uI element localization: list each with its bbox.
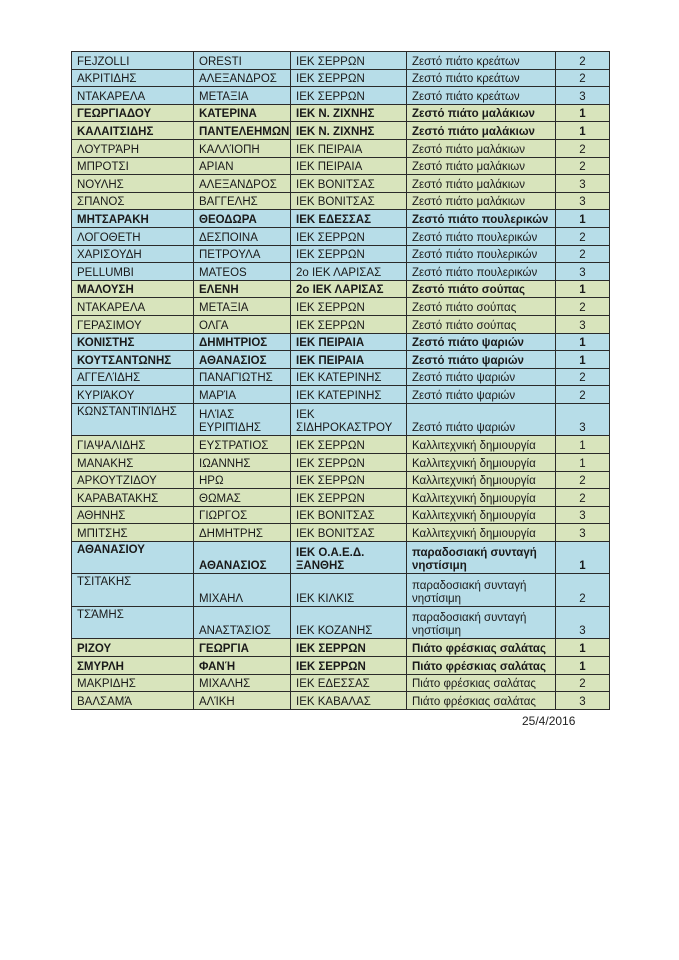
table-row — [72, 298, 610, 316]
cell-last-name: ΜΑΚΡΙΔΗΣ — [72, 674, 194, 692]
cell-school: ΙΕΚ ΣΕΡΡΩΝ — [291, 639, 407, 657]
cell-first-name: ΕΛΕΝΗ — [194, 280, 291, 298]
cell-rank: 2 — [556, 139, 610, 157]
cell-school: ΙΕΚ Ν. ΖΙΧΝΗΣ — [291, 122, 407, 140]
cell-category: Ζεστό πιάτο πουλερικών — [407, 227, 556, 245]
table-row — [72, 386, 610, 404]
cell-first-name: ΜΑΡΊΑ — [194, 386, 291, 404]
cell-first-name: ΜΙΧΑΛΗΣ — [194, 674, 291, 692]
cell-school: ΙΕΚ ΣΕΡΡΩΝ — [291, 436, 407, 454]
cell-school: ΙΕΚ ΣΕΡΡΩΝ — [291, 69, 407, 87]
table-row — [72, 574, 610, 607]
cell-rank: 3 — [556, 524, 610, 542]
table-row — [72, 657, 610, 675]
cell-last-name: ΝΟΥΛΗΣ — [72, 175, 194, 193]
cell-rank: 1 — [556, 351, 610, 369]
cell-school: ΙΕΚ ΠΕΙΡΑΙΑ — [291, 351, 407, 369]
cell-last-name: PELLUMBI — [72, 263, 194, 281]
cell-last-name: FEJZOLLI — [72, 52, 194, 70]
table-row — [72, 69, 610, 87]
cell-school: ΙΕΚ ΣΕΡΡΩΝ — [291, 52, 407, 70]
cell-first-name: ΓΙΩΡΓΟΣ — [194, 506, 291, 524]
cell-last-name: ΓΙΑΨΑΛΙΔΗΣ — [72, 436, 194, 454]
cell-last-name: ΣΠΑΝΟΣ — [72, 192, 194, 210]
cell-school: ΙΕΚ ΣΕΡΡΩΝ — [291, 315, 407, 333]
cell-school: ΙΕΚ ΚΑΤΕΡΙΝΗΣ — [291, 368, 407, 386]
cell-category: Ζεστό πιάτο σούπας — [407, 298, 556, 316]
cell-rank: 2 — [556, 674, 610, 692]
cell-first-name: ΑΛΕΞΑΝΔΡΟΣ — [194, 175, 291, 193]
table-row — [72, 674, 610, 692]
cell-rank: 1 — [556, 639, 610, 657]
cell-rank: 2 — [556, 245, 610, 263]
cell-first-name: ΗΛΊΑΣ ΕΥΡΙΠΊΔΗΣ — [194, 403, 291, 436]
cell-first-name: ΙΩΑΝΝΗΣ — [194, 453, 291, 471]
cell-last-name: ΜΑΝΑΚΗΣ — [72, 453, 194, 471]
cell-rank: 2 — [556, 471, 610, 489]
cell-first-name: ΦΑΝΉ — [194, 657, 291, 675]
cell-category: Ζεστό πιάτο μαλάκιων — [407, 122, 556, 140]
results-table-body — [72, 52, 610, 710]
cell-last-name: ΑΡΚΟΥΤΖΙΔΟΥ — [72, 471, 194, 489]
cell-category: Ζεστό πιάτο κρεάτων — [407, 52, 556, 70]
table-row — [72, 315, 610, 333]
cell-first-name: ΚΑΛΛΊΟΠΗ — [194, 139, 291, 157]
cell-last-name: ΑΘΑΝΑΣΙΟΥ — [72, 541, 194, 574]
table-row — [72, 506, 610, 524]
cell-school: ΙΕΚ ΒΟΝΙΤΣΑΣ — [291, 175, 407, 193]
cell-category: Καλλιτεχνική δημιουργία — [407, 471, 556, 489]
cell-first-name: ΑΘΑΝΑΣΙΟΣ — [194, 351, 291, 369]
table-row — [72, 263, 610, 281]
cell-category: Ζεστό πιάτο κρεάτων — [407, 87, 556, 105]
cell-first-name: ΘΩΜΑΣ — [194, 489, 291, 507]
results-table — [71, 51, 610, 710]
cell-first-name: ΟΛΓΑ — [194, 315, 291, 333]
cell-rank: 1 — [556, 210, 610, 228]
cell-rank: 3 — [556, 315, 610, 333]
cell-school: ΙΕΚ ΣΕΡΡΩΝ — [291, 453, 407, 471]
cell-rank: 2 — [556, 386, 610, 404]
cell-last-name: ΚΑΡΑΒΑΤΑΚΗΣ — [72, 489, 194, 507]
table-row — [72, 192, 610, 210]
table-row — [72, 333, 610, 351]
cell-rank: 3 — [556, 506, 610, 524]
cell-last-name: ΑΓΓΕΛΊΔΗΣ — [72, 368, 194, 386]
cell-rank: 1 — [556, 333, 610, 351]
cell-category: Ζεστό πιάτο ψαριών — [407, 351, 556, 369]
cell-category: Ζεστό πιάτο ψαριών — [407, 403, 556, 436]
cell-category: παραδοσιακή συνταγή νηστίσιμη — [407, 606, 556, 639]
cell-school: ΙΕΚ ΕΔΕΣΣΑΣ — [291, 210, 407, 228]
cell-category: Πιάτο φρέσκιας σαλάτας — [407, 692, 556, 710]
table-row — [72, 368, 610, 386]
table-row — [72, 489, 610, 507]
cell-last-name: ΓΕΩΡΓΙΑΔΟΥ — [72, 104, 194, 122]
table-row — [72, 122, 610, 140]
table-row — [72, 541, 610, 574]
table-row — [72, 175, 610, 193]
cell-school: ΙΕΚ ΒΟΝΙΤΣΑΣ — [291, 192, 407, 210]
table-row — [72, 52, 610, 70]
cell-school: ΙΕΚ ΠΕΙΡΑΙΑ — [291, 333, 407, 351]
table-row — [72, 104, 610, 122]
cell-school: ΙΕΚ ΒΟΝΙΤΣΑΣ — [291, 506, 407, 524]
cell-category: Καλλιτεχνική δημιουργία — [407, 506, 556, 524]
cell-school: ΙΕΚ ΣΕΡΡΩΝ — [291, 245, 407, 263]
document-date: 25/4/2016 — [522, 714, 576, 728]
table-row — [72, 403, 610, 436]
cell-first-name: ΑΘΑΝΑΣΙΟΣ — [194, 541, 291, 574]
cell-category: Καλλιτεχνική δημιουργία — [407, 453, 556, 471]
cell-first-name: MATEOS — [194, 263, 291, 281]
cell-first-name: ΠΕΤΡΟΥΛΑ — [194, 245, 291, 263]
cell-school: ΙΕΚ ΚΑΒΑΛΑΣ — [291, 692, 407, 710]
cell-school: ΙΕΚ ΚΟΖΑΝΗΣ — [291, 606, 407, 639]
cell-first-name: ΑΛΕΞΑΝΔΡΟΣ — [194, 69, 291, 87]
cell-category: Ζεστό πιάτο ψαριών — [407, 333, 556, 351]
cell-school: ΙΕΚ ΚΑΤΕΡΙΝΗΣ — [291, 386, 407, 404]
cell-school: ΙΕΚ ΠΕΙΡΑΙΑ — [291, 139, 407, 157]
cell-category: Ζεστό πιάτο μαλάκιων — [407, 175, 556, 193]
cell-rank: 3 — [556, 403, 610, 436]
cell-rank: 2 — [556, 574, 610, 607]
cell-last-name: ΓΕΡΑΣΙΜΟΥ — [72, 315, 194, 333]
table-row — [72, 692, 610, 710]
table-row — [72, 280, 610, 298]
cell-rank: 2 — [556, 298, 610, 316]
cell-school: ΙΕΚ ΣΕΡΡΩΝ — [291, 657, 407, 675]
cell-school: ΙΕΚ ΕΔΕΣΣΑΣ — [291, 674, 407, 692]
cell-last-name: ΚΟΥΤΣΑΝΤΩΝΗΣ — [72, 351, 194, 369]
cell-school: ΙΕΚ ΣΕΡΡΩΝ — [291, 298, 407, 316]
cell-rank: 1 — [556, 541, 610, 574]
table-row — [72, 453, 610, 471]
cell-category: Καλλιτεχνική δημιουργία — [407, 489, 556, 507]
cell-last-name: ΤΣΆΜΗΣ — [72, 606, 194, 639]
cell-last-name: ΤΣΙΤΑΚΗΣ — [72, 574, 194, 607]
cell-first-name: ΑΝΑΣΤΆΣΙΟΣ — [194, 606, 291, 639]
cell-rank: 1 — [556, 436, 610, 454]
table-row — [72, 210, 610, 228]
cell-category: Πιάτο φρέσκιας σαλάτας — [407, 674, 556, 692]
cell-last-name: ΧΑΡΙΣΟΥΔΗ — [72, 245, 194, 263]
cell-first-name: ΑΡΙΑΝ — [194, 157, 291, 175]
cell-category: Ζεστό πιάτο ψαριών — [407, 386, 556, 404]
cell-school: ΙΕΚ ΣΙΔΗΡΟΚΑΣΤΡΟΥ — [291, 403, 407, 436]
cell-last-name: ΡΙΖΟΥ — [72, 639, 194, 657]
cell-first-name: ΜΙΧΑΗΛ — [194, 574, 291, 607]
cell-rank: 3 — [556, 192, 610, 210]
cell-rank: 2 — [556, 69, 610, 87]
cell-last-name: ΛΟΥΤΡΆΡΗ — [72, 139, 194, 157]
cell-school: ΙΕΚ ΠΕΙΡΑΙΑ — [291, 157, 407, 175]
cell-first-name: ΠΑΝΑΓΊΩΤΗΣ — [194, 368, 291, 386]
cell-last-name: ΜΗΤΣΑΡΑΚΗ — [72, 210, 194, 228]
cell-category: Ζεστό πιάτο μαλάκιων — [407, 192, 556, 210]
cell-school: ΙΕΚ Ο.Α.Ε.Δ. ΞΑΝΘΗΣ — [291, 541, 407, 574]
cell-school: ΙΕΚ ΒΟΝΙΤΣΑΣ — [291, 524, 407, 542]
cell-last-name: ΚΟΝΙΣΤΗΣ — [72, 333, 194, 351]
table-row — [72, 639, 610, 657]
table-row — [72, 245, 610, 263]
cell-category: Ζεστό πιάτο κρεάτων — [407, 69, 556, 87]
cell-rank: 3 — [556, 606, 610, 639]
cell-category: παραδοσιακή συνταγή νηστίσιμη — [407, 574, 556, 607]
cell-rank: 2 — [556, 52, 610, 70]
table-row — [72, 436, 610, 454]
cell-last-name: ΝΤΑΚΑΡΕΛΑ — [72, 87, 194, 105]
cell-last-name: ΑΚΡΙΤΙΔΗΣ — [72, 69, 194, 87]
cell-last-name: ΚΥΡΙΆΚΟΥ — [72, 386, 194, 404]
cell-school: ΙΕΚ ΣΕΡΡΩΝ — [291, 489, 407, 507]
cell-school: 2ο ΙΕΚ ΛΑΡΙΣΑΣ — [291, 280, 407, 298]
cell-rank: 2 — [556, 489, 610, 507]
cell-first-name: ΔΕΣΠΟΙΝΑ — [194, 227, 291, 245]
cell-last-name: ΒΑΛΣΑΜΆ — [72, 692, 194, 710]
cell-rank: 3 — [556, 692, 610, 710]
cell-first-name: ΓΕΩΡΓΙΑ — [194, 639, 291, 657]
table-row — [72, 606, 610, 639]
table-row — [72, 471, 610, 489]
cell-first-name: ΗΡΩ — [194, 471, 291, 489]
cell-first-name: ΒΑΓΓΕΛΗΣ — [194, 192, 291, 210]
cell-category: Ζεστό πιάτο σούπας — [407, 280, 556, 298]
cell-category: Πιάτο φρέσκιας σαλάτας — [407, 657, 556, 675]
cell-last-name: ΚΑΛΑΙΤΣΙΔΗΣ — [72, 122, 194, 140]
cell-rank: 3 — [556, 87, 610, 105]
cell-last-name: ΚΩΝΣΤΑΝΤΙΝΊΔΗΣ — [72, 403, 194, 436]
cell-last-name: ΝΤΑΚΑΡΕΛΑ — [72, 298, 194, 316]
cell-last-name: ΛΟΓΟΘΕΤΗ — [72, 227, 194, 245]
cell-category: Ζεστό πιάτο πουλερικών — [407, 245, 556, 263]
cell-category: Ζεστό πιάτο σούπας — [407, 315, 556, 333]
cell-rank: 2 — [556, 227, 610, 245]
cell-school: ΙΕΚ ΣΕΡΡΩΝ — [291, 227, 407, 245]
cell-category: Ζεστό πιάτο μαλάκιων — [407, 139, 556, 157]
cell-category: Καλλιτεχνική δημιουργία — [407, 436, 556, 454]
cell-rank: 1 — [556, 104, 610, 122]
cell-first-name: ΕΥΣΤΡΑΤΙΟΣ — [194, 436, 291, 454]
cell-first-name: ΑΛΊΚΗ — [194, 692, 291, 710]
cell-rank: 1 — [556, 280, 610, 298]
cell-last-name: ΑΘΗΝΗΣ — [72, 506, 194, 524]
cell-category: Πιάτο φρέσκιας σαλάτας — [407, 639, 556, 657]
cell-rank: 1 — [556, 122, 610, 140]
cell-school: ΙΕΚ ΚΙΛΚΙΣ — [291, 574, 407, 607]
cell-first-name: ORESTI — [194, 52, 291, 70]
cell-category: Ζεστό πιάτο ψαριών — [407, 368, 556, 386]
table-row — [72, 139, 610, 157]
table-row — [72, 351, 610, 369]
table-row — [72, 524, 610, 542]
cell-category: Ζεστό πιάτο πουλερικών — [407, 263, 556, 281]
cell-first-name: ΔΗΜΗΤΡΙΟΣ — [194, 333, 291, 351]
cell-last-name: ΣΜΥΡΛΗ — [72, 657, 194, 675]
table-row — [72, 87, 610, 105]
cell-rank: 3 — [556, 175, 610, 193]
cell-school: ΙΕΚ Ν. ΖΙΧΝΗΣ — [291, 104, 407, 122]
table-row — [72, 227, 610, 245]
cell-category: Ζεστό πιάτο πουλερικών — [407, 210, 556, 228]
cell-last-name: ΜΑΛΟΥΣΗ — [72, 280, 194, 298]
cell-school: 2ο ΙΕΚ ΛΑΡΙΣΑΣ — [291, 263, 407, 281]
cell-category: παραδοσιακή συνταγή νηστίσιμη — [407, 541, 556, 574]
cell-category: Ζεστό πιάτο μαλάκιων — [407, 104, 556, 122]
cell-school: ΙΕΚ ΣΕΡΡΩΝ — [291, 471, 407, 489]
table-row — [72, 157, 610, 175]
cell-first-name: ΘΕΟΔΩΡΑ — [194, 210, 291, 228]
cell-first-name: ΚΑΤΕΡΙΝΑ — [194, 104, 291, 122]
cell-first-name: ΔΗΜΗΤΡΗΣ — [194, 524, 291, 542]
cell-school: ΙΕΚ ΣΕΡΡΩΝ — [291, 87, 407, 105]
cell-last-name: ΜΠΡΟΤΣΙ — [72, 157, 194, 175]
cell-first-name: ΜΕΤΑΞΙΑ — [194, 87, 291, 105]
cell-rank: 1 — [556, 657, 610, 675]
cell-rank: 2 — [556, 157, 610, 175]
cell-first-name: ΜΕΤΑΞΙΑ — [194, 298, 291, 316]
cell-category: Ζεστό πιάτο μαλάκιων — [407, 157, 556, 175]
cell-rank: 2 — [556, 368, 610, 386]
cell-first-name: ΠΑΝΤΕΛΕΗΜΩΝ — [194, 122, 291, 140]
cell-rank: 3 — [556, 263, 610, 281]
cell-last-name: ΜΠΙΤΣΗΣ — [72, 524, 194, 542]
cell-category: Καλλιτεχνική δημιουργία — [407, 524, 556, 542]
cell-rank: 1 — [556, 453, 610, 471]
